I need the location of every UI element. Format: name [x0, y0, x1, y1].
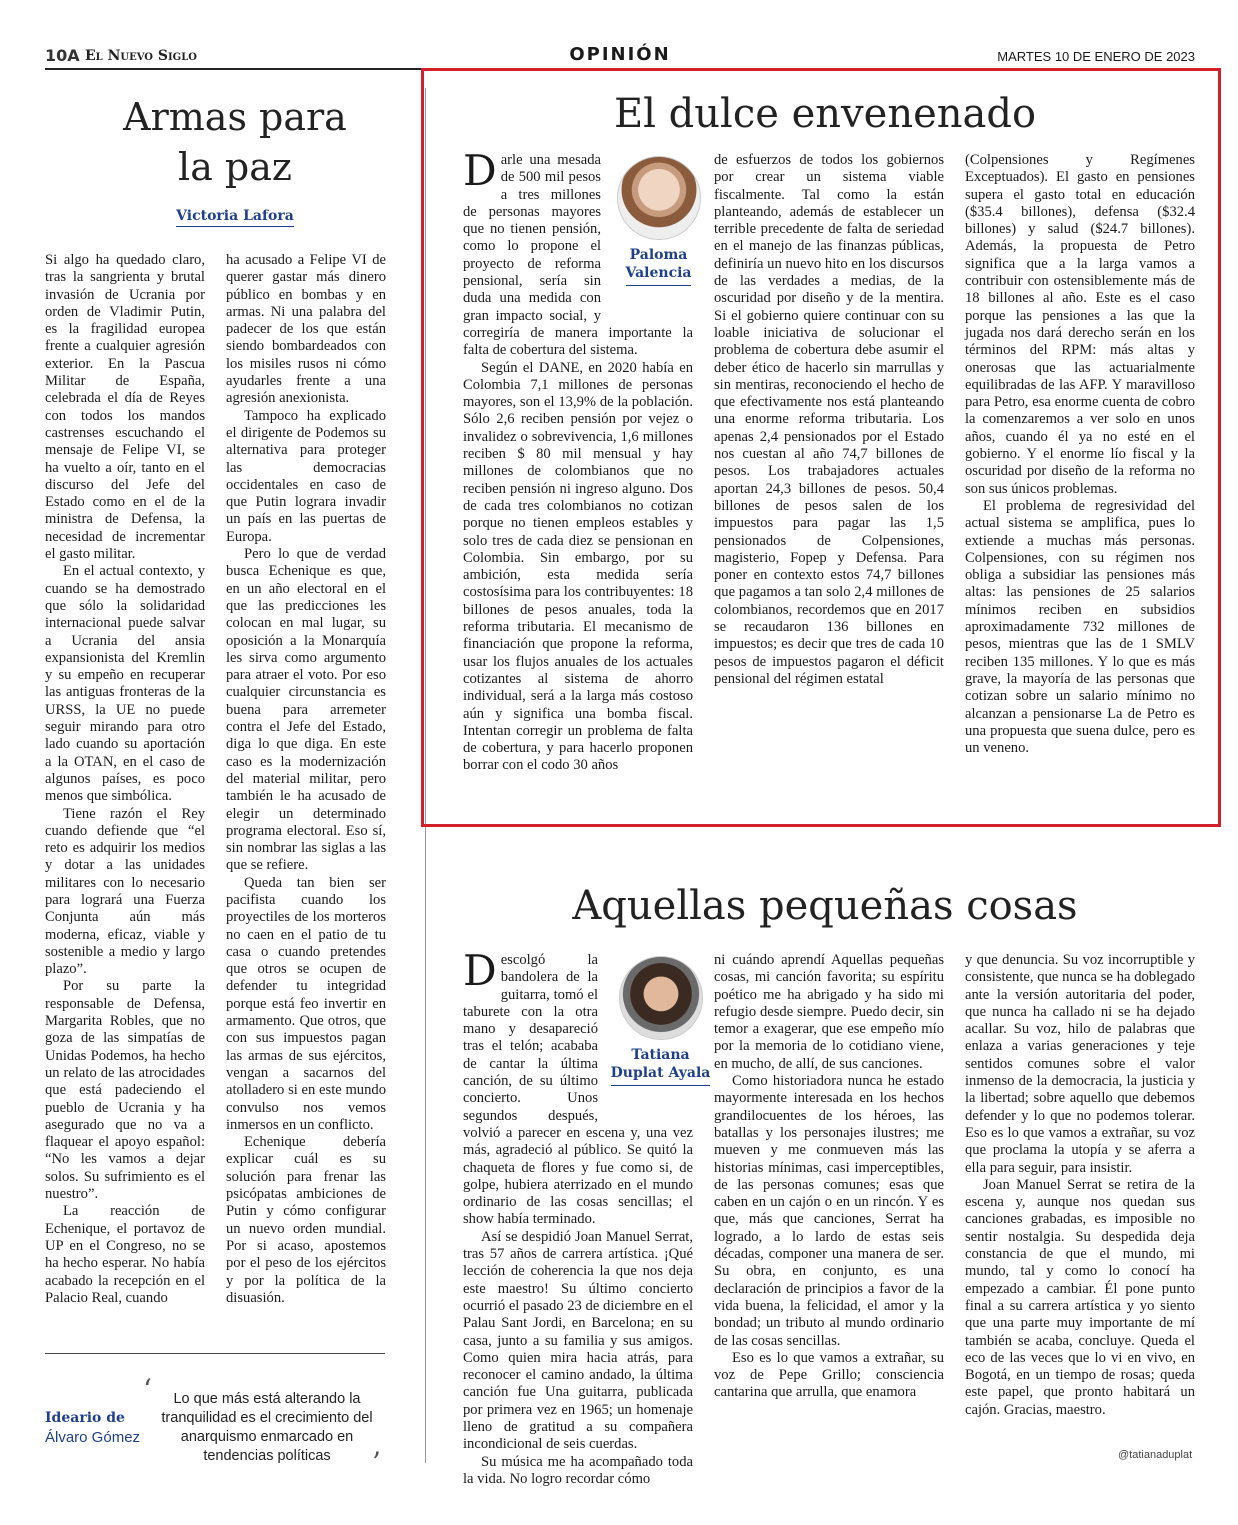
paragraph: y que denuncia. Su voz incorruptible y consistente, que nunca se ha doblegado ante la versión autoritaria del poder, que nunca ha callado ni se ha dejado acallar. Su voz, hilo de palabras que enlaza a varias generaciones y teje sentidos comunes sobre el valor inmenso de la democracia, la justicia y la libertad; sobre aquello que debemos defender y lo que no podemos tolerar. Eso es lo que vamos a extrañar, su voz que proclama la utopía y se aferra a ella para seguir, para insistir. — [965, 952, 1195, 1176]
quote-close-icon: ’ — [372, 1446, 381, 1479]
left-article-author — [45, 208, 425, 224]
top-article-col1 — [463, 146, 693, 774]
ideario-label-line1: Ideario de — [45, 1410, 125, 1426]
left-article-title — [45, 92, 425, 192]
author-photo — [619, 956, 703, 1040]
paragraph: El problema de regresividad del actual sistema se amplifica, pues lo extiende a muchas más personas. Colpensiones, con su régimen nos obliga a subsidiar las pensiones más altas: las pensiones de 25 salarios mínimos reciben en subsidios aproximadamente 732 millones de pesos, mientras que las de 1 SMLV reciben 135 millones. Y lo que es más grave, la mayoría de las personas que cotizan sobre un salario mínimo no alcanzan a pensionarse La de Petro es una propuesta que suena dulce, pero es un veneno. — [965, 497, 1195, 757]
photo-author-name — [626, 246, 692, 286]
author-name: Victoria Lafora — [176, 208, 294, 227]
ideario-label — [45, 1408, 140, 1448]
left-article-col2 — [226, 252, 386, 1330]
paragraph: Por su parte la responsable de Defensa, Margarita Robles, que no goza de las simpatías de Unidas Podemos, ha hecho un relato de las atrocidades que está padeciendo el pueblo de Ucrania y ha asegurado que no va a flaquear el apoyo español: “No les vamos a dejar solos. Su sufrimiento es el nuestro”. — [45, 978, 205, 1203]
left-title-line1: Armas para — [123, 95, 347, 139]
bottom-article-col2 — [714, 952, 944, 1462]
bottom-article-col3 — [965, 952, 1195, 1447]
author-first: Tatiana — [631, 1047, 690, 1063]
paragraph: Eso es lo que vamos a extrañar, su voz de Pepe Grillo; consciencia cantarina que arrulla, que enamora — [714, 1349, 944, 1401]
paragraph: ha acusado a Felipe VI de querer gastar más dinero público en bombas y en armas. Ni una palabra del padecer de los que están siendo bombardeados con los misiles rusos ni cómo ayudarles frente a una agresión anexionista. — [226, 252, 386, 407]
drop-cap: D — [463, 946, 497, 995]
left-article-col1 — [45, 252, 205, 1330]
bottom-article-title: Aquellas pequeñas cosas — [572, 883, 1078, 929]
author-photo — [617, 156, 701, 240]
paragraph: Pero lo que de verdad busca Echenique es que, en un año electoral en el que las predicciones les colocan en mal lugar, su oposición a la Monarquía les sirva como argumento para atraer el voto. Por eso cualquier circunstancia es buena para arremeter contra el Jefe del Estado, diga lo que diga. En este caso es la modernización del material militar, pero también le ha acusado de elegir un determinado programa electoral. Eso sí, sin nombrar las siglas a las que se refiere. — [226, 546, 386, 874]
paragraph: Tiene razón el Rey cuando defiende que “el reto es adquirir los medios y dotar a las unidades militares con lo necesario para logrará una Fuerza Conjunta aún más moderna, eficaz, viable y sostenible a medio y largo plazo”. — [45, 805, 205, 978]
drop-cap: D — [463, 146, 497, 195]
top-article-col3 — [965, 152, 1195, 797]
page-number: 10A — [45, 46, 80, 65]
author-last: Duplat Ayala — [610, 1065, 711, 1081]
paragraph: ni cuándo aprendí Aquellas pequeñas cosas, mi canción favorita; su espíritu poético me ha abrigado y ha sido mi refugio desde siempre. Puedo decir, sin temor a exagerar, que ese empeño mío por la memoria de lo cotidiano viene, en mucho, de allí, de sus canciones. — [714, 952, 944, 1072]
issue-date: MARTES 10 DE ENERO DE 2023 — [997, 49, 1195, 64]
page-header — [45, 44, 1195, 70]
paragraph: Como historiadora nunca he estado mayormente interesada en los hechos grandilocuentes de los héroes, las batallas y los personajes ilustres; me mueven y me conmueven más las historias mínimas, casi imperceptibles, de las personas comunes; esas que caben en un cajón o en un rincón. Y es que, más que canciones, Serrat ha logrado, a lo lardo de estas seis décadas, componer una manera de ser. Su obra, en conjunto, es una declaración de principios a favor de la vida buena, la felicidad, el amor y la bondad; un tributo al mundo ordinario de las cosas sencillas. — [714, 1073, 944, 1349]
paragraph: Echenique debería explicar cuál es su solución para frenar las psicópatas ambiciones de Putin y cómo configurar un nuevo orden mundial. Por si acaso, apostemos por el peso de los ejércitos y por la política de la disuasión. — [226, 1134, 386, 1306]
paragraph: (Colpensiones y Regímenes Exceptuados). El gasto en pensiones supera el gasto total en educación ($35.4 billones), defensa ($32.4 billones) y salud ($24.7 billones). Además, la propuesta de Petro significa que a la larga vamos a contribuir con ostensiblemente más de 18 billones al año. Este es el caso porque las pensiones a las que la jugada nos dará derecho serán en los términos del RPM: más altas y onerosas que las actuarialmente equilibradas de las AFP. Y maravilloso para Petro, esa enorme cuenta de cobro la comenzaremos a ver solo en unos años, cuando él ya no esté en el gobierno. Y el enorme lío fiscal y la oscuridad por diseño de la reforma no son sus únicos problemas. — [965, 152, 1195, 497]
divider-line — [45, 1353, 385, 1354]
paragraph-rest: arle una mesada de 500 mil pesos a tres millones de personas mayores que no tienen pensión, como lo propone el proyecto de reforma pensional, sería sin duda una medida con gran impacto social, y corregiría de manera importante la falta de cobertura del sistema. — [463, 152, 693, 359]
paragraph: Según el DANE, en 2020 había en Colombia 7,1 millones de personas mayores, son el 13,9% de la población. Sólo 2,6 reciben pensión por vejez o invalidez o sobrevivencia, 1,6 millones reciben $ 80 mil mensual y hay millones de colombianos que no reciben pensión ni ingreso alguno. Dos de cada tres colombianos no cotizan porque no tienen empleos estables y solo tres de cada diez se pensionan en Colombia. Sin embargo, por su ambición, esta medida sería costosísima para los contribuyentes: 18 billones de pesos anuales, toda la reforma tributaria. El mecanismo de financiación que propone la reforma, usar los flujos anuales de los actuales cotizantes al sistema de ahorro individual, será a la larga más costoso aún y significa una bomba fiscal. Intentan corregir un problema de falta de cobertura, y para hacerlo proponen borrar con el codo 30 años — [463, 359, 693, 774]
paragraph: Joan Manuel Serrat se retira de la escena y, aunque nos quedan sus canciones grabadas, es imposible no sentir nostalgia. Su despedida deja constancia de que el mundo, mi mundo, tal y como lo conocí ha empezado a cambiar. Él pone punto final a su carrera artística y yo siento que una parte muy importante de mí también se acaba, concluye. Queda el eco de las veces que lo vi en vivo, en Bogotá, en un tiempo de rosas; queda este papel, que pronto habitará un cajón. Gracias, maestro. — [965, 1176, 1195, 1418]
paragraph-rest: escolgó la bandolera de la guitarra, tomó el taburete con la otra mano y desapareció tras el telón; acababa de cantar la última canción, de su último concierto. Unos segundos después, volvió a parecer en escena y, una vez más, agradeció al público. Se quitó la chaqueta de flores y fue como si, de golpe, hubiera aterrizado en el mundo ordinario de las cosas sencillas; el show había terminado. — [463, 952, 693, 1228]
top-article-title: El dulce envenenado — [613, 91, 1037, 137]
ideario-quote: Lo que más está alterando la tranquilidad es el crecimiento del anarquismo enmarcado en tendencias políticas — [161, 1391, 373, 1464]
photo-author-name — [611, 1046, 711, 1086]
paragraph: En el actual contexto, y cuando se ha demostrado que sólo la solidaridad internacional puede salvar a Ucrania del ansia expansionista del Kremlin y su empeño en recuperar las antiguas fronteras de la URSS, la UE no puede seguir mirando para otro lado cuando su aportación a la OTAN, en el caso de algunos países, es poco menos que simbólica. — [45, 563, 205, 805]
section-title: OPINIÓN — [569, 44, 671, 65]
left-title-line2: la paz — [178, 145, 292, 189]
author-photo-block — [608, 952, 713, 1107]
paragraph: de esfuerzos de todos los gobiernos por crear un sistema viable fiscalmente. Tal como la están planteando, además de establecer un terrible precedente de falta de seriedad en el manejo de las finanzas públicas, definiría un nuevo hito en los discursos de las verdades a medias, de la oscuridad por diseño y de la mentira. Si el gobierno quiere continuar con su loable iniciativa de solucionar el problema de cobertura debe asumir el deber ético de hacerlo sin marrullas y sin mentiras, reconociendo el hecho de que efectivamente nos está planteando una enorme reforma tributaria. Los apenas 2,4 pensionados por el Estado nos cuestan al año 74,7 billones de pesos. Los trabajadores actuales aportan 24,3 billones de pesos. 50,4 billones de pesos salen de los impuestos para pagar las 1,5 pensionados de Colpensiones, magisterio, Fopep y Defensa. Para poner en contexto estos 74,7 billones que pagamos a tan solo 2,4 millones de colombianos, recordemos que en 2017 se recaudaron 136 billones en impuestos; es decir que tres de cada 10 pesos de impuestos pagaron el déficit pensional del régimen estatal — [714, 152, 944, 687]
bottom-article-col1 — [463, 946, 711, 1487]
top-article-col2 — [714, 152, 944, 770]
author-last: Valencia — [625, 265, 692, 281]
paragraph: Si algo ha quedado claro, tras la sangrienta y brutal invasión de Ucrania por orden de Vladimir Putin, es la fragilidad europea frente a cualquier agresión exterior. En la Pascua Militar de España, celebrada el día de Reyes con todos los mandos castrenses escuchando el mensaje de Felipe VI, se ha vuelto a oír, tanto en el discurso del Jefe del Estado como en el de la ministra de Defensa, la necesidad de incrementar el gasto militar. — [45, 252, 205, 563]
author-photo-block — [611, 152, 706, 307]
newspaper-name: El Nuevo Siglo — [85, 48, 197, 64]
paragraph: La reacción de Echenique, el portavoz de UP en el Congreso, no se ha hecho esperar. No había acabado la recepción en el Palacio Real, cuando — [45, 1203, 205, 1306]
paragraph: Su música me ha acompañado toda la vida. No logro recordar cómo — [463, 1453, 693, 1487]
paragraph: Tampoco ha explicado el dirigente de Podemos su alternativa para proteger las democracias occidentales en caso de que Putin lograra invadir un país en las puertas de Europa. — [226, 407, 386, 545]
paragraph: Así se despidió Joan Manuel Serrat, tras 57 años de carrera artística. ¡Qué lección de coherencia la que nos deja este maestro! Su último concierto ocurrió el pasado 23 de diciembre en el Palau Sant Jordi, en Barcelona; en su casa, junto a su familia y sus amigos. Como quien mira hacia atrás, para reconocer el camino andado, la última canción fue Una guitarra, publicada por primera vez en 1965; un homenaje lleno de gratitud a su compañera incondicional de seis cuerdas. — [463, 1228, 693, 1453]
ideario-label-line2: Álvaro Gómez — [45, 1429, 141, 1446]
paragraph: Queda tan bien ser pacifista cuando los proyectiles de los morteros no caen en el patio de tu casa o cuando pretendes que otros se ocupen de defender tu integridad porque está feo invertir en armamento. Que otros, que con sus impuestos pagan las armas de sus ejércitos, vengan a sacarnos del atolladero si en este mundo convulso nos vemos inmersos en un conflicto. — [226, 874, 386, 1133]
author-first: Paloma — [629, 247, 688, 263]
author-twitter-handle[interactable]: @tatianaduplat — [1118, 1449, 1193, 1461]
quote-open-icon: ‘ — [143, 1373, 152, 1406]
